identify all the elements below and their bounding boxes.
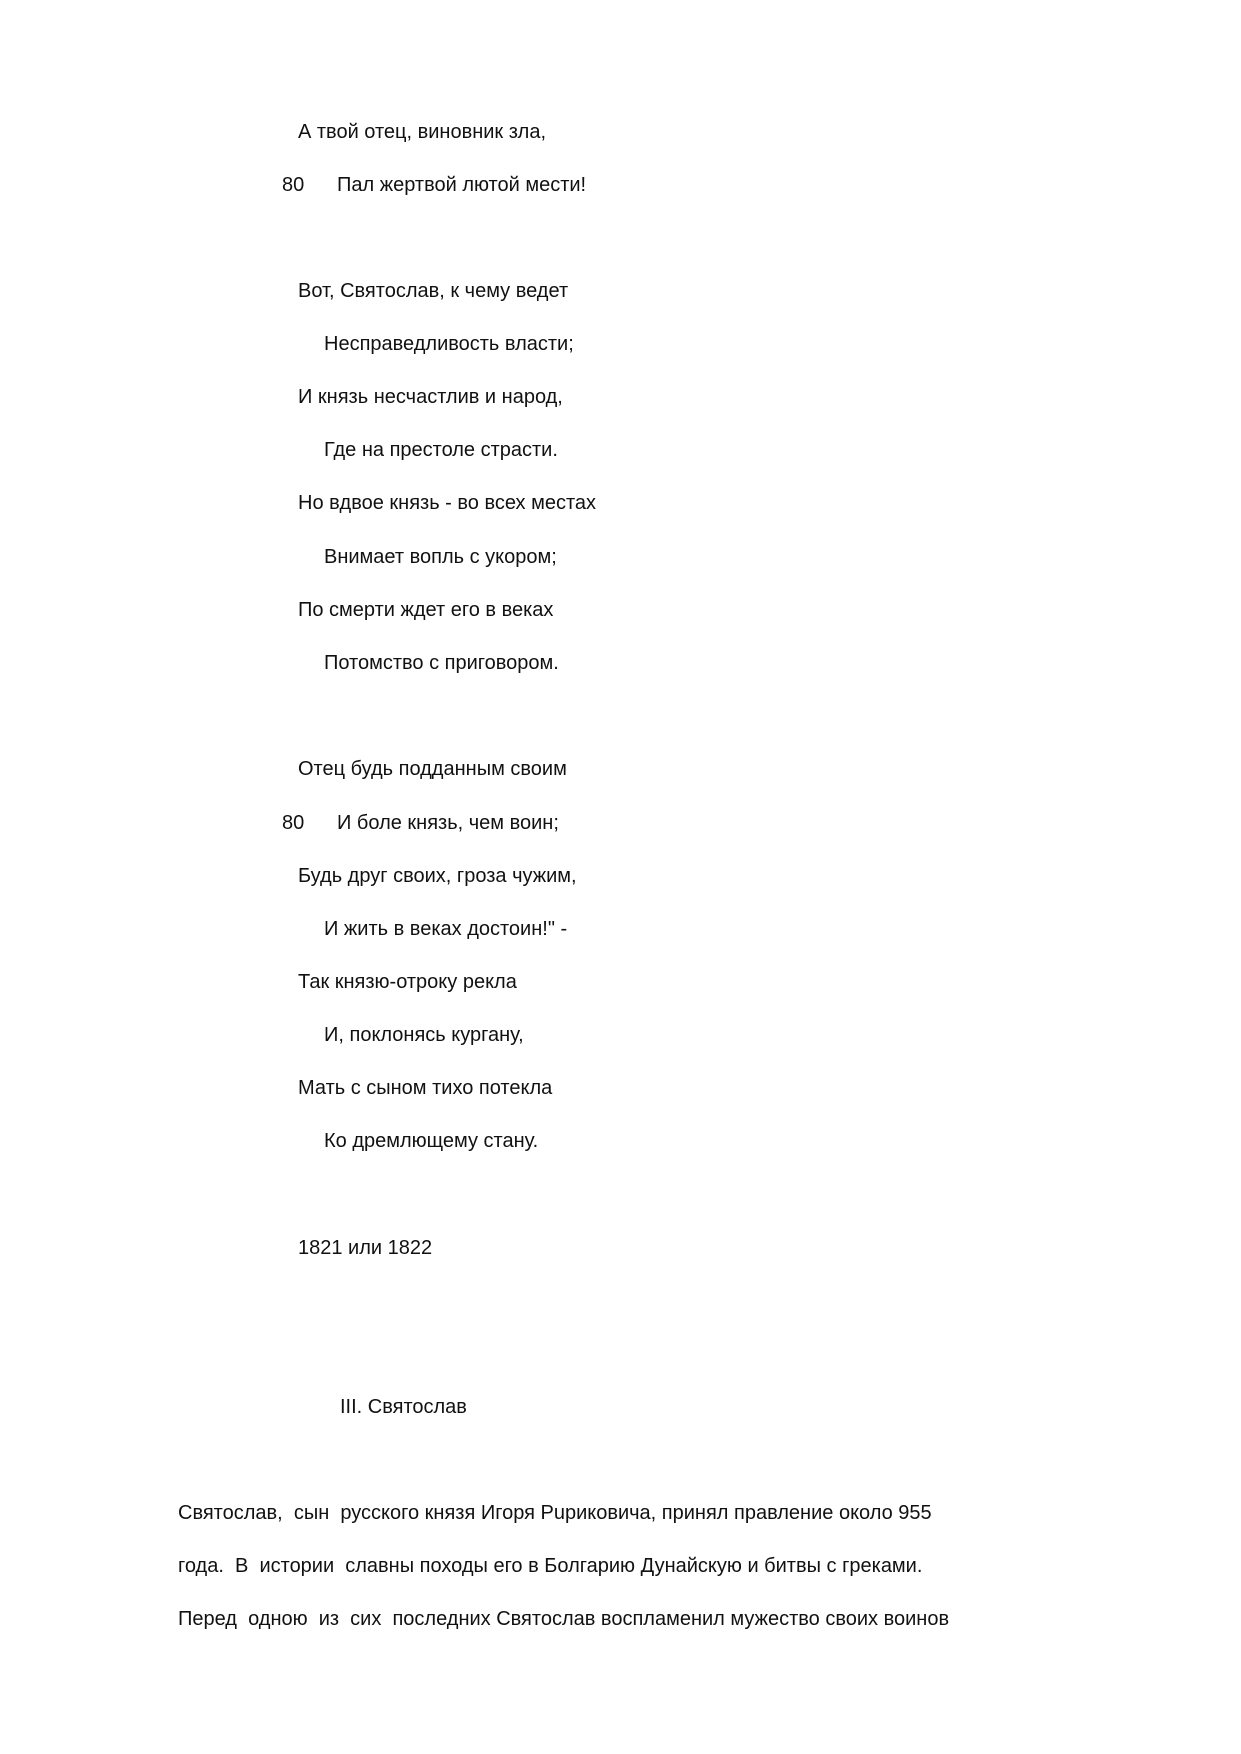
poem-line: Отец будь подданным своим (298, 758, 567, 780)
poem-line: И жить в веках достоин!" - (324, 918, 568, 940)
poem-line: Вот, Святослав, к чему ведет (298, 280, 569, 302)
poem-line: Несправедливость власти; (324, 333, 574, 355)
poem-line: Потомство с приговором. (324, 652, 559, 674)
poem-line: Будь друг своих, гроза чужим, (298, 865, 577, 887)
line-number: 80 (282, 812, 305, 834)
poem-line: Так князю-отроку рекла (298, 971, 517, 993)
paragraph-line: года. В истории славны походы его в Болгарию Дунайскую и битвы с греками. (178, 1555, 923, 1577)
poem-line: И боле князь, чем воин; (337, 812, 559, 834)
poem-line: Но вдвое князь - во всех местах (298, 492, 597, 514)
poem-line: И князь несчастлив и народ, (298, 386, 563, 408)
section-heading: III. Святослав (340, 1396, 467, 1418)
poem-line: По смерти ждет его в веках (298, 599, 554, 621)
poem-line: А твой отец, виновник зла, (298, 121, 547, 143)
poem-line: Ко дремлющему стану. (324, 1130, 539, 1152)
paragraph-line: Перед одною из сих последних Святослав воспламенил мужество своих воинов (178, 1608, 950, 1630)
line-number: 80 (282, 174, 305, 196)
paragraph-line: Святослав, сын русского князя Игоря Рuриковича, принял правление около 955 (178, 1502, 932, 1524)
poem-line: Мать с сыном тихо потекла (298, 1077, 553, 1099)
poem-line: Где на престоле страсти. (324, 439, 558, 461)
poem-line: И, поклонясь кургану, (324, 1024, 524, 1046)
poem-line: Внимает вопль с укором; (324, 546, 557, 568)
poem-line: Пал жертвой лютой мести! (337, 174, 587, 196)
poem-date: 1821 или 1822 (298, 1237, 433, 1259)
